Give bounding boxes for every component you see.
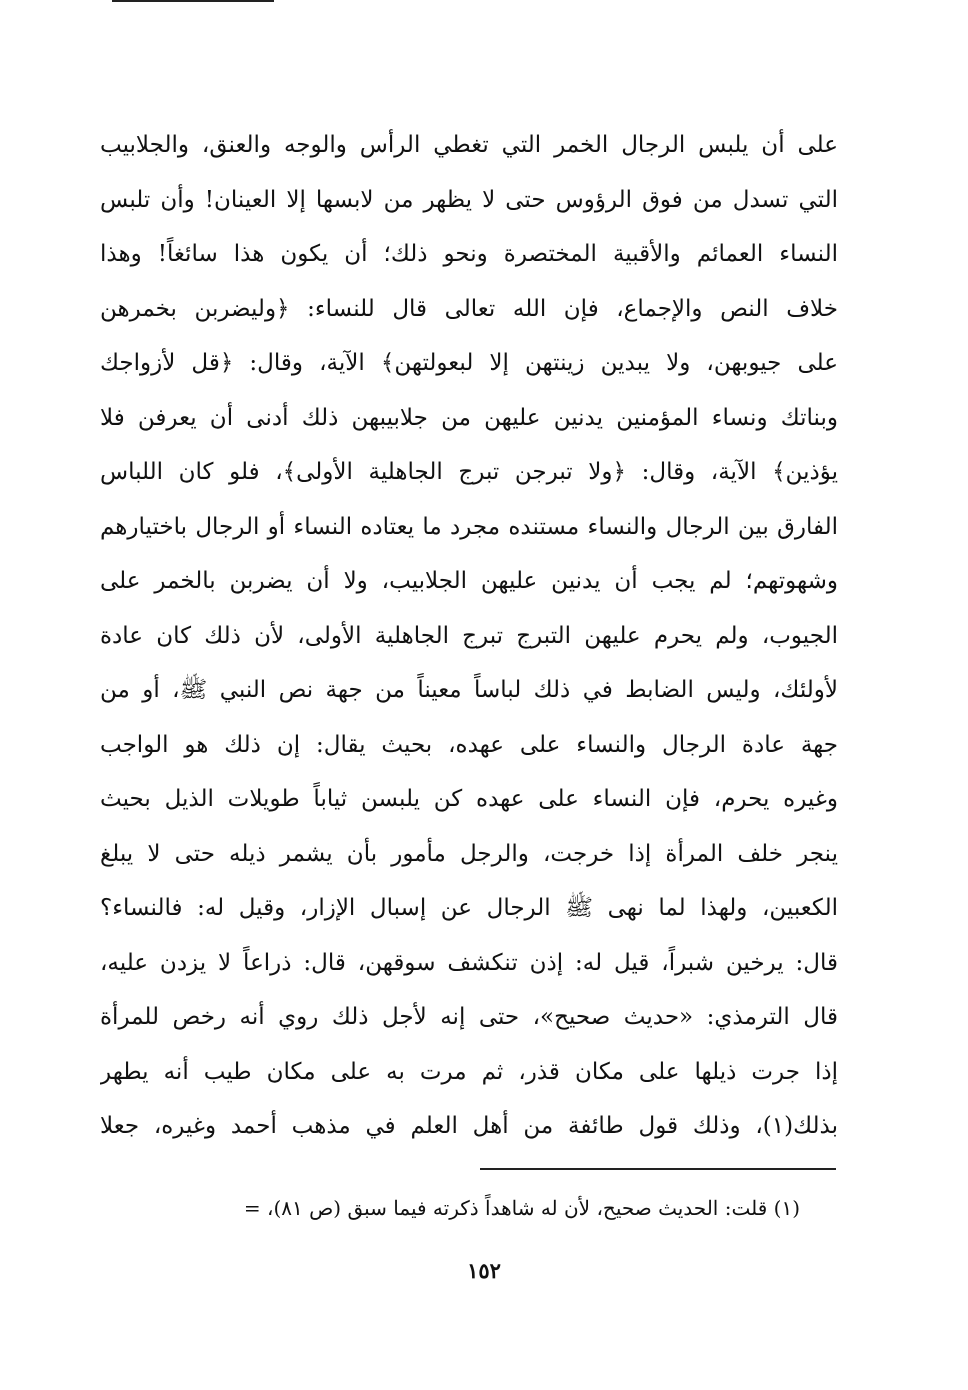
body-line: وبناتك ونساء المؤمنين يدنين عليهن من جلابيبهن ذلك أدنى أن يعرفن فلا bbox=[100, 404, 838, 431]
body-line: قال: يرخين شبراً، قيل له: إذن تنكشف سوقهن، قال: ذراعاً لا يزدن عليه، bbox=[100, 949, 838, 976]
body-line: الجيوب، ولم يحرم عليهن التبرج تبرج الجاهلية الأولى، لأن ذلك كان عادة bbox=[100, 622, 838, 649]
body-line: جهة عادة الرجال والنساء على عهده، بحيث يقال: إن ذلك هو الواجب bbox=[100, 731, 838, 758]
body-line: وشهوتهم؛ لم يجب أن يدنين عليهن الجلابيب، ولا أن يضربن بالخمر على bbox=[100, 568, 838, 594]
body-line: الكعبين، ولهذا لما نهى ﷺ الرجال عن إسبال الإزار، وقيل له: فالنساء؟ bbox=[100, 895, 838, 921]
body-line: خلاف النص والإجماع، فإن الله تعالى قال للنساء: ﴿وليضربن بخمرهن bbox=[100, 295, 838, 322]
body-line: على جيوبهن، ولا يبدين زينتهن إلا لبعولتهن﴾ الآية، وقال: ﴿قل لأزواجك bbox=[100, 350, 838, 376]
body-line: وغيره يحرم، فإن النساء على عهده كن يلبسن ثياباً طويلات الذيل بحيث bbox=[100, 786, 838, 812]
body-line: على أن يلبس الرجال الخمر التي تغطي الرأس والوجه والعنق، والجلابيب bbox=[100, 132, 838, 158]
top-rule bbox=[112, 0, 274, 2]
body-line: الفارق بين الرجال والنساء مستنده مجرد ما يعتاده النساء أو الرجال باختيارهم bbox=[100, 513, 838, 540]
footnote: (١) قلت: الحديث صحيح، لأن له شاهداً ذكرته فيما سبق (ص ٨١)، = bbox=[243, 1196, 800, 1220]
body-line: قال الترمذي: «حديث صحيح»، حتى إنه لأجل ذلك روي أنه رخص للمرأة bbox=[100, 1004, 838, 1030]
body-text bbox=[100, 118, 838, 1154]
page-number: ١٥٢ bbox=[467, 1258, 501, 1283]
body-line: بذلك(١)، وذلك قول طائفة من أهل العلم في مذهب أحمد وغيره، جعلا bbox=[100, 1113, 838, 1139]
body-line: التي تسدل من فوق الرؤوس حتى لا يظهر من لابسها إلا العينان! وأن تلبس bbox=[100, 186, 838, 213]
body-line: لأولئك، وليس الضابط في ذلك لباساً معيناً من جهة نص النبي ﷺ، أو من bbox=[100, 677, 838, 703]
body-line: النساء العمائم والأقبية المختصرة ونحو ذلك؛ أن يكون هذا سائغاً! وهذا bbox=[100, 241, 838, 267]
body-line: إذا جرت ذيلها على مكان قذر، ثم مرت به على مكان طيب أنه يطهر bbox=[100, 1058, 838, 1085]
body-line: ينجر خلف المرأة إذا خرجت، والرجل مأمور بأن يشمر ذيله حتى لا يبلغ bbox=[100, 840, 838, 867]
footnote-divider bbox=[480, 1168, 836, 1170]
body-line: يؤذين﴾ الآية، وقال: ﴿ولا تبرجن تبرج الجاهلية الأولى﴾، فلو كان اللباس bbox=[100, 459, 838, 485]
